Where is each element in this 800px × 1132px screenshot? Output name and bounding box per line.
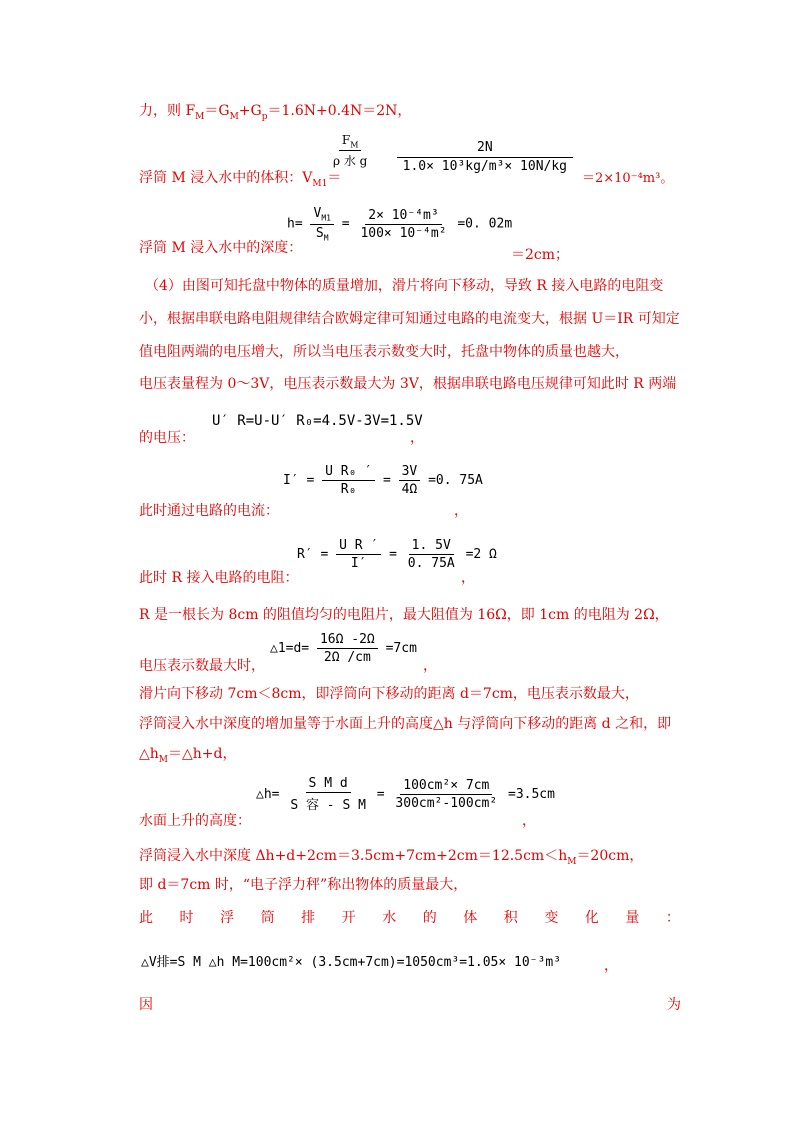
text-increase: 浮筒浸入水中深度的增加量等于水面上升的高度△h 与浮筒向下移动的距离 d 之和，即: [139, 716, 672, 732]
formula-voltage: U′ R=U-U′ R₀=4.5V-3V=1.5V: [212, 413, 423, 429]
formula-depth: h= $\frac{V_{M1}}{S_M}$ = $\frac{\text{2× 10⁻⁴m³}}{\text{100× 10⁻⁴m²}}$ =0. 02m: [287, 206, 513, 243]
text-depth-check: 浮筒浸入水中深度 $\Delta h+d+2cm=3.5cm+7cm+2cm=12.5cm<h_M=20cm$，: [139, 848, 644, 867]
text-resistor-description: R 是一根长为 8cm 的阻值均匀的电阻片，最大阻值为 16Ω，即 1cm 的电阻为 2Ω，: [139, 607, 669, 623]
text-current-comma: ，: [454, 503, 468, 519]
text-line-force: 力，则 $F_M=G_M+G_p=1.6N+0.4N=2N$，: [139, 103, 412, 122]
text-depth-label: 浮筒 M 浸入水中的深度：: [139, 240, 303, 256]
text-current-label: 此时通过电路的电流：: [139, 503, 279, 519]
formula-rise: △h= $\frac{\text{S M d}}{\text{S 容 - S M}}$ = $\frac{\text{100cm²× 7cm}}{\text{300cm²-100cm²}}$ =3.5cm: [256, 776, 555, 813]
para4-line-1: （4）由图可知托盘中物体的质量增加，滑片将向下移动，导致 R 接入电路的电阻变: [145, 278, 664, 294]
text-volume-result: ＝2×10⁻⁴m³。: [582, 171, 674, 186]
text-resistance-comma: ，: [461, 570, 475, 586]
text-rise-label: 水面上升的高度：: [139, 813, 251, 829]
text-depth-result: ＝2cm；: [511, 247, 570, 263]
text-rise-comma: ，: [522, 813, 536, 829]
text-voltage-comma: ，: [410, 430, 424, 446]
text-spread-line: 此 时 浮 筒 排 开 水 的 体 积 变 化 量 ：: [139, 910, 680, 926]
text-increase-2: $\triangle h_M=\triangle h+d$，: [139, 746, 237, 765]
text-volume-change-comma: ，: [604, 958, 618, 974]
text-dmax-comma: ，: [423, 658, 437, 674]
para4-line-3: 值电阻两端的电压增大，所以当电压表示数变大时，托盘中物体的质量也越大，: [139, 344, 629, 360]
formula-dmax: △1=d= $\frac{16\Omega -2\Omega}{2\Omega /cm}$ =7cm: [270, 632, 417, 665]
text-volume-label: 浮筒 M 浸入水中的体积：$V_{M1}=$: [139, 170, 342, 189]
para4-line-2: 小，根据串联电路电阻规律结合欧姆定律可知通过电路的电流变大，根据 U＝IR 可知定: [139, 311, 680, 327]
formula-current: I′ = $\frac{\text{U R₀ ′}}{\text{R₀}}$ = $\frac{3V}{4\Omega}$ =0. 75A: [283, 464, 483, 497]
text-voltage-label: 的电压：: [139, 430, 195, 446]
formula-volume: $\frac{F_M}{\text{ρ 水 g}}$: [333, 133, 368, 169]
text-dmax-label: 电压表示数最大时，: [139, 658, 265, 674]
text-resistance-label: 此时 R 接入电路的电阻：: [139, 570, 299, 586]
formula-volume-change: △V排=S M △h M=100cm²× (3.5cm+7cm)=1050cm³=1.05× 10⁻³m³: [141, 955, 561, 970]
text-max-condition: 即 d＝7cm 时，“电子浮力秤”称出物体的质量最大，: [139, 877, 468, 893]
para4-line-4: 电压表量程为 0～3V，电压表示数最大为 3V，根据串联电路电压规律可知此时 R 两端: [139, 376, 677, 392]
text-because-line: 因 为: [139, 997, 681, 1013]
formula-volume-fraction: $\frac{2N}{\text{1.0× 10³kg/m³× 10N/kg}}$: [397, 140, 573, 174]
text-slide: 滑片向下移动 7cm＜8cm，即浮筒向下移动的距离 d＝7cm，电压表示数最大，: [139, 686, 639, 702]
formula-resistance: R′ = $\frac{\text{U R ′}}{I'}$ = $\frac{1. 5V}{0. 75A}$ =2 Ω: [297, 538, 497, 571]
